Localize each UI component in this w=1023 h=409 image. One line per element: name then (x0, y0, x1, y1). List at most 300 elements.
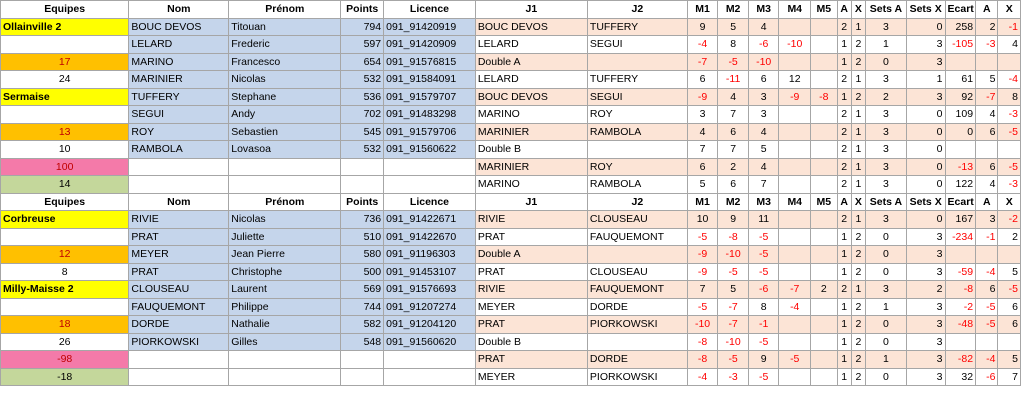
player-prenom-cell[interactable]: Nicolas (229, 211, 341, 229)
score-x-cell[interactable]: 1 (851, 71, 865, 89)
header-j1[interactable]: J1 (475, 193, 587, 211)
player-prenom-cell[interactable]: Francesco (229, 53, 341, 71)
header-ecart-a[interactable]: A (976, 1, 998, 19)
score-x-cell[interactable]: 2 (851, 316, 865, 334)
score-ea-cell[interactable] (976, 333, 998, 351)
team-cell[interactable]: -18 (1, 368, 129, 386)
score-m3-cell[interactable]: 3 (748, 106, 779, 124)
score-m4-cell[interactable] (779, 53, 811, 71)
score-m4-cell[interactable] (779, 368, 811, 386)
score-ex-cell[interactable]: -5 (998, 281, 1021, 299)
score-sa-cell[interactable]: 0 (866, 316, 907, 334)
score-a-cell[interactable]: 1 (837, 36, 851, 54)
score-m1-cell[interactable]: -5 (687, 298, 718, 316)
score-x-cell[interactable]: 1 (851, 176, 865, 194)
match-j1-cell[interactable]: PRAT (475, 351, 587, 369)
score-sx-cell[interactable]: 0 (906, 158, 945, 176)
match-j1-cell[interactable]: Double B (475, 141, 587, 159)
score-ex-cell[interactable]: -5 (998, 123, 1021, 141)
score-ex-cell[interactable]: -5 (998, 158, 1021, 176)
match-j1-cell[interactable]: BOUC DEVOS (475, 88, 587, 106)
score-ecart-cell[interactable]: -82 (945, 351, 976, 369)
team-cell[interactable]: 26 (1, 333, 129, 351)
match-j2-cell[interactable] (587, 141, 687, 159)
score-m3-cell[interactable]: 5 (748, 141, 779, 159)
player-prenom-cell[interactable]: Juliette (229, 228, 341, 246)
score-m2-cell[interactable]: 6 (718, 176, 749, 194)
score-m2-cell[interactable]: 7 (718, 141, 749, 159)
score-a-cell[interactable]: 2 (837, 281, 851, 299)
score-m4-cell[interactable] (779, 246, 811, 264)
score-a-cell[interactable]: 2 (837, 158, 851, 176)
score-m2-cell[interactable]: -10 (718, 333, 749, 351)
score-m3-cell[interactable]: 9 (748, 351, 779, 369)
score-ecart-cell[interactable]: -2 (945, 298, 976, 316)
score-m4-cell[interactable] (779, 158, 811, 176)
score-m2-cell[interactable]: 5 (718, 281, 749, 299)
header-licence[interactable]: Licence (384, 1, 476, 19)
player-points-cell[interactable]: 536 (341, 88, 384, 106)
score-sa-cell[interactable]: 3 (866, 176, 907, 194)
score-ecart-cell[interactable] (945, 53, 976, 71)
player-prenom-cell[interactable]: Philippe (229, 298, 341, 316)
score-ecart-cell[interactable]: 32 (945, 368, 976, 386)
player-licence-cell[interactable]: 091_91420919 (384, 18, 476, 36)
player-licence-cell[interactable]: 091_91204120 (384, 316, 476, 334)
header-nom[interactable]: Nom (129, 193, 229, 211)
score-ex-cell[interactable] (998, 53, 1021, 71)
score-ea-cell[interactable]: -5 (976, 316, 998, 334)
score-m3-cell[interactable]: 4 (748, 18, 779, 36)
match-j1-cell[interactable]: PRAT (475, 263, 587, 281)
score-ea-cell[interactable]: 6 (976, 158, 998, 176)
score-m1-cell[interactable]: -4 (687, 36, 718, 54)
header-m1[interactable]: M1 (687, 1, 718, 19)
score-ex-cell[interactable]: -3 (998, 106, 1021, 124)
score-m1-cell[interactable]: 7 (687, 281, 718, 299)
score-m2-cell[interactable]: 6 (718, 123, 749, 141)
match-j1-cell[interactable]: RIVIE (475, 281, 587, 299)
score-m1-cell[interactable]: 5 (687, 176, 718, 194)
player-licence-cell[interactable]: 091_91579707 (384, 88, 476, 106)
score-sa-cell[interactable]: 1 (866, 36, 907, 54)
player-licence-cell[interactable]: 091_91584091 (384, 71, 476, 89)
player-nom-cell[interactable]: ROY (129, 123, 229, 141)
score-m3-cell[interactable]: -5 (748, 228, 779, 246)
match-j2-cell[interactable]: DORDE (587, 351, 687, 369)
score-x-cell[interactable]: 2 (851, 228, 865, 246)
match-j1-cell[interactable]: MARINO (475, 176, 587, 194)
header-sets-x[interactable]: Sets X (906, 193, 945, 211)
score-ex-cell[interactable] (998, 141, 1021, 159)
score-ea-cell[interactable]: 2 (976, 18, 998, 36)
player-nom-cell[interactable] (129, 368, 229, 386)
header-x[interactable]: X (851, 1, 865, 19)
player-points-cell[interactable] (341, 158, 384, 176)
score-a-cell[interactable]: 1 (837, 316, 851, 334)
score-sx-cell[interactable]: 3 (906, 316, 945, 334)
score-a-cell[interactable]: 2 (837, 141, 851, 159)
match-j2-cell[interactable]: TUFFERY (587, 18, 687, 36)
score-m4-cell[interactable] (779, 18, 811, 36)
player-prenom-cell[interactable] (229, 176, 341, 194)
header-m5[interactable]: M5 (811, 1, 837, 19)
score-m1-cell[interactable]: -9 (687, 246, 718, 264)
team-cell[interactable]: 17 (1, 53, 129, 71)
team-cell[interactable]: Milly-Maisse 2 (1, 281, 129, 299)
score-ecart-cell[interactable]: -48 (945, 316, 976, 334)
score-ecart-cell[interactable]: -59 (945, 263, 976, 281)
team-cell[interactable] (1, 228, 129, 246)
score-m2-cell[interactable]: -11 (718, 71, 749, 89)
score-m4-cell[interactable] (779, 106, 811, 124)
score-ea-cell[interactable]: -6 (976, 368, 998, 386)
player-points-cell[interactable] (341, 368, 384, 386)
player-points-cell[interactable]: 794 (341, 18, 384, 36)
match-j1-cell[interactable]: MARINIER (475, 123, 587, 141)
score-sa-cell[interactable]: 0 (866, 263, 907, 281)
score-sa-cell[interactable]: 3 (866, 71, 907, 89)
score-m5-cell[interactable] (811, 106, 837, 124)
player-nom-cell[interactable]: RIVIE (129, 211, 229, 229)
player-prenom-cell[interactable]: Nathalie (229, 316, 341, 334)
score-sx-cell[interactable]: 3 (906, 36, 945, 54)
header-a[interactable]: A (837, 1, 851, 19)
player-prenom-cell[interactable]: Andy (229, 106, 341, 124)
score-m3-cell[interactable]: 6 (748, 71, 779, 89)
header-ecart[interactable]: Ecart (945, 1, 976, 19)
score-ecart-cell[interactable] (945, 141, 976, 159)
score-m2-cell[interactable]: -5 (718, 351, 749, 369)
score-ea-cell[interactable] (976, 53, 998, 71)
player-licence-cell[interactable]: 091_91422670 (384, 228, 476, 246)
player-points-cell[interactable]: 736 (341, 211, 384, 229)
team-cell[interactable]: 10 (1, 141, 129, 159)
header-points[interactable]: Points (341, 1, 384, 19)
match-j1-cell[interactable]: Double B (475, 333, 587, 351)
score-ea-cell[interactable]: -5 (976, 298, 998, 316)
team-cell[interactable]: -98 (1, 351, 129, 369)
score-ea-cell[interactable]: -3 (976, 36, 998, 54)
score-ea-cell[interactable]: 4 (976, 106, 998, 124)
player-nom-cell[interactable] (129, 176, 229, 194)
player-nom-cell[interactable]: CLOUSEAU (129, 281, 229, 299)
player-licence-cell[interactable]: 091_91420909 (384, 36, 476, 54)
score-m2-cell[interactable]: -7 (718, 316, 749, 334)
score-m4-cell[interactable] (779, 316, 811, 334)
player-nom-cell[interactable]: RAMBOLA (129, 141, 229, 159)
score-a-cell[interactable]: 1 (837, 333, 851, 351)
player-points-cell[interactable]: 548 (341, 333, 384, 351)
header-j2[interactable]: J2 (587, 1, 687, 19)
score-m5-cell[interactable] (811, 36, 837, 54)
match-j1-cell[interactable]: RIVIE (475, 211, 587, 229)
score-sx-cell[interactable]: 3 (906, 228, 945, 246)
header-equipes[interactable]: Equipes (1, 193, 129, 211)
score-sa-cell[interactable]: 3 (866, 141, 907, 159)
score-m4-cell[interactable] (779, 263, 811, 281)
team-cell[interactable] (1, 36, 129, 54)
score-ea-cell[interactable]: 3 (976, 211, 998, 229)
score-x-cell[interactable]: 1 (851, 123, 865, 141)
score-m5-cell[interactable] (811, 158, 837, 176)
score-m2-cell[interactable]: 4 (718, 88, 749, 106)
team-cell[interactable]: Corbreuse (1, 211, 129, 229)
score-m5-cell[interactable] (811, 211, 837, 229)
score-ex-cell[interactable]: 5 (998, 263, 1021, 281)
score-m1-cell[interactable]: -10 (687, 316, 718, 334)
player-nom-cell[interactable]: TUFFERY (129, 88, 229, 106)
score-m1-cell[interactable]: 7 (687, 141, 718, 159)
player-prenom-cell[interactable] (229, 368, 341, 386)
team-cell[interactable]: Sermaise (1, 88, 129, 106)
score-ea-cell[interactable]: -7 (976, 88, 998, 106)
score-sa-cell[interactable]: 0 (866, 333, 907, 351)
player-points-cell[interactable]: 569 (341, 281, 384, 299)
header-m4[interactable]: M4 (779, 1, 811, 19)
score-ecart-cell[interactable]: -8 (945, 281, 976, 299)
player-licence-cell[interactable] (384, 368, 476, 386)
team-cell[interactable]: 13 (1, 123, 129, 141)
score-m5-cell[interactable] (811, 351, 837, 369)
player-nom-cell[interactable] (129, 351, 229, 369)
player-nom-cell[interactable]: PRAT (129, 228, 229, 246)
match-j2-cell[interactable] (587, 246, 687, 264)
score-m3-cell[interactable]: 7 (748, 176, 779, 194)
score-ex-cell[interactable] (998, 333, 1021, 351)
player-points-cell[interactable]: 654 (341, 53, 384, 71)
score-m4-cell[interactable]: -9 (779, 88, 811, 106)
score-sx-cell[interactable]: 3 (906, 298, 945, 316)
score-ecart-cell[interactable]: 61 (945, 71, 976, 89)
match-j2-cell[interactable]: CLOUSEAU (587, 211, 687, 229)
score-ecart-cell[interactable] (945, 246, 976, 264)
score-sa-cell[interactable]: 0 (866, 228, 907, 246)
header-ecart-a[interactable]: A (976, 193, 998, 211)
player-points-cell[interactable]: 532 (341, 71, 384, 89)
score-a-cell[interactable]: 2 (837, 71, 851, 89)
score-m5-cell[interactable] (811, 123, 837, 141)
score-x-cell[interactable]: 2 (851, 351, 865, 369)
score-m3-cell[interactable]: -10 (748, 53, 779, 71)
score-ea-cell[interactable]: 6 (976, 123, 998, 141)
player-nom-cell[interactable]: PRAT (129, 263, 229, 281)
score-m3-cell[interactable]: 4 (748, 123, 779, 141)
score-a-cell[interactable]: 1 (837, 263, 851, 281)
team-cell[interactable]: 18 (1, 316, 129, 334)
score-sa-cell[interactable]: 3 (866, 123, 907, 141)
score-m5-cell[interactable] (811, 368, 837, 386)
team-cell[interactable]: 24 (1, 71, 129, 89)
score-a-cell[interactable]: 1 (837, 88, 851, 106)
score-m4-cell[interactable] (779, 228, 811, 246)
match-j2-cell[interactable]: ROY (587, 158, 687, 176)
score-m3-cell[interactable]: -5 (748, 246, 779, 264)
match-j1-cell[interactable]: MARINO (475, 106, 587, 124)
match-j2-cell[interactable]: RAMBOLA (587, 123, 687, 141)
score-m3-cell[interactable]: -6 (748, 281, 779, 299)
score-ea-cell[interactable]: -4 (976, 263, 998, 281)
match-j1-cell[interactable]: Double A (475, 53, 587, 71)
score-m5-cell[interactable]: -8 (811, 88, 837, 106)
score-m4-cell[interactable] (779, 333, 811, 351)
score-m4-cell[interactable]: 12 (779, 71, 811, 89)
score-x-cell[interactable]: 1 (851, 106, 865, 124)
player-points-cell[interactable] (341, 351, 384, 369)
score-ex-cell[interactable] (998, 246, 1021, 264)
score-a-cell[interactable]: 2 (837, 123, 851, 141)
match-j2-cell[interactable]: PIORKOWSKI (587, 368, 687, 386)
score-m4-cell[interactable] (779, 211, 811, 229)
score-sx-cell[interactable]: 1 (906, 71, 945, 89)
score-m1-cell[interactable]: -8 (687, 351, 718, 369)
score-m1-cell[interactable]: 6 (687, 71, 718, 89)
score-sa-cell[interactable]: 3 (866, 158, 907, 176)
player-prenom-cell[interactable]: Christophe (229, 263, 341, 281)
score-ex-cell[interactable]: 7 (998, 368, 1021, 386)
match-j2-cell[interactable]: FAUQUEMONT (587, 281, 687, 299)
match-j2-cell[interactable]: RAMBOLA (587, 176, 687, 194)
score-ex-cell[interactable]: -3 (998, 176, 1021, 194)
score-m5-cell[interactable] (811, 141, 837, 159)
score-ecart-cell[interactable]: 167 (945, 211, 976, 229)
score-x-cell[interactable]: 1 (851, 281, 865, 299)
score-m1-cell[interactable]: -9 (687, 88, 718, 106)
score-m1-cell[interactable]: -7 (687, 53, 718, 71)
player-nom-cell[interactable]: SEGUI (129, 106, 229, 124)
header-m4[interactable]: M4 (779, 193, 811, 211)
header-ecart-x[interactable]: X (998, 1, 1021, 19)
score-m5-cell[interactable]: 2 (811, 281, 837, 299)
match-j2-cell[interactable]: FAUQUEMONT (587, 228, 687, 246)
score-sx-cell[interactable]: 0 (906, 18, 945, 36)
match-j2-cell[interactable]: TUFFERY (587, 71, 687, 89)
score-a-cell[interactable]: 1 (837, 351, 851, 369)
score-ex-cell[interactable]: 6 (998, 298, 1021, 316)
score-m5-cell[interactable] (811, 176, 837, 194)
score-m5-cell[interactable] (811, 316, 837, 334)
player-licence-cell[interactable]: 091_91576815 (384, 53, 476, 71)
score-m1-cell[interactable]: 6 (687, 158, 718, 176)
score-a-cell[interactable]: 1 (837, 228, 851, 246)
score-ex-cell[interactable]: -4 (998, 71, 1021, 89)
player-nom-cell[interactable]: MARINO (129, 53, 229, 71)
score-m2-cell[interactable]: 5 (718, 18, 749, 36)
match-j2-cell[interactable] (587, 333, 687, 351)
player-nom-cell[interactable]: MEYER (129, 246, 229, 264)
score-x-cell[interactable]: 2 (851, 368, 865, 386)
player-licence-cell[interactable]: 091_91453107 (384, 263, 476, 281)
player-licence-cell[interactable]: 091_91560620 (384, 333, 476, 351)
header-sets-a[interactable]: Sets A (866, 1, 907, 19)
score-m1-cell[interactable]: 3 (687, 106, 718, 124)
header-m3[interactable]: M3 (748, 1, 779, 19)
score-x-cell[interactable]: 2 (851, 246, 865, 264)
score-sx-cell[interactable]: 0 (906, 141, 945, 159)
score-sa-cell[interactable]: 1 (866, 298, 907, 316)
score-sx-cell[interactable]: 0 (906, 123, 945, 141)
score-sx-cell[interactable]: 3 (906, 351, 945, 369)
score-m3-cell[interactable]: -5 (748, 263, 779, 281)
score-x-cell[interactable]: 1 (851, 211, 865, 229)
player-licence-cell[interactable]: 091_91560622 (384, 141, 476, 159)
score-m1-cell[interactable]: -4 (687, 368, 718, 386)
score-ex-cell[interactable]: 4 (998, 36, 1021, 54)
score-m3-cell[interactable]: 4 (748, 158, 779, 176)
header-ecart-x[interactable]: X (998, 193, 1021, 211)
match-j1-cell[interactable]: PRAT (475, 316, 587, 334)
player-nom-cell[interactable]: PIORKOWSKI (129, 333, 229, 351)
player-licence-cell[interactable]: 091_91579706 (384, 123, 476, 141)
score-a-cell[interactable]: 2 (837, 106, 851, 124)
header-licence[interactable]: Licence (384, 193, 476, 211)
score-ecart-cell[interactable]: -234 (945, 228, 976, 246)
score-m4-cell[interactable]: -7 (779, 281, 811, 299)
score-ea-cell[interactable]: -4 (976, 351, 998, 369)
player-prenom-cell[interactable]: Stephane (229, 88, 341, 106)
team-cell[interactable]: 100 (1, 158, 129, 176)
player-prenom-cell[interactable]: Frederic (229, 36, 341, 54)
score-sx-cell[interactable]: 0 (906, 211, 945, 229)
score-m5-cell[interactable] (811, 71, 837, 89)
score-m1-cell[interactable]: 10 (687, 211, 718, 229)
header-m2[interactable]: M2 (718, 1, 749, 19)
player-prenom-cell[interactable]: Sebastien (229, 123, 341, 141)
score-a-cell[interactable]: 2 (837, 176, 851, 194)
score-m3-cell[interactable]: 11 (748, 211, 779, 229)
team-cell[interactable]: 12 (1, 246, 129, 264)
score-m1-cell[interactable]: -5 (687, 228, 718, 246)
match-j1-cell[interactable]: LELARD (475, 36, 587, 54)
header-j1[interactable]: J1 (475, 1, 587, 19)
player-licence-cell[interactable] (384, 351, 476, 369)
score-m5-cell[interactable] (811, 228, 837, 246)
score-m5-cell[interactable] (811, 18, 837, 36)
header-m3[interactable]: M3 (748, 193, 779, 211)
score-x-cell[interactable]: 2 (851, 88, 865, 106)
match-j1-cell[interactable]: MEYER (475, 298, 587, 316)
player-licence-cell[interactable]: 091_91207274 (384, 298, 476, 316)
match-j1-cell[interactable]: MEYER (475, 368, 587, 386)
score-m3-cell[interactable]: -1 (748, 316, 779, 334)
match-j1-cell[interactable]: BOUC DEVOS (475, 18, 587, 36)
score-m3-cell[interactable]: 8 (748, 298, 779, 316)
score-sa-cell[interactable]: 0 (866, 53, 907, 71)
score-m3-cell[interactable]: -6 (748, 36, 779, 54)
score-m5-cell[interactable] (811, 333, 837, 351)
score-ecart-cell[interactable]: 258 (945, 18, 976, 36)
player-nom-cell[interactable]: MARINIER (129, 71, 229, 89)
match-j2-cell[interactable]: ROY (587, 106, 687, 124)
player-points-cell[interactable]: 582 (341, 316, 384, 334)
player-prenom-cell[interactable] (229, 158, 341, 176)
score-ecart-cell[interactable]: -13 (945, 158, 976, 176)
player-nom-cell[interactable]: BOUC DEVOS (129, 18, 229, 36)
score-m1-cell[interactable]: 9 (687, 18, 718, 36)
score-x-cell[interactable]: 2 (851, 53, 865, 71)
player-prenom-cell[interactable]: Laurent (229, 281, 341, 299)
score-sx-cell[interactable]: 3 (906, 246, 945, 264)
header-x[interactable]: X (851, 193, 865, 211)
score-m2-cell[interactable]: -7 (718, 298, 749, 316)
player-nom-cell[interactable] (129, 158, 229, 176)
score-sa-cell[interactable]: 3 (866, 211, 907, 229)
player-points-cell[interactable]: 545 (341, 123, 384, 141)
score-m4-cell[interactable]: -5 (779, 351, 811, 369)
score-m5-cell[interactable] (811, 263, 837, 281)
player-licence-cell[interactable]: 091_91483298 (384, 106, 476, 124)
match-j1-cell[interactable]: PRAT (475, 228, 587, 246)
